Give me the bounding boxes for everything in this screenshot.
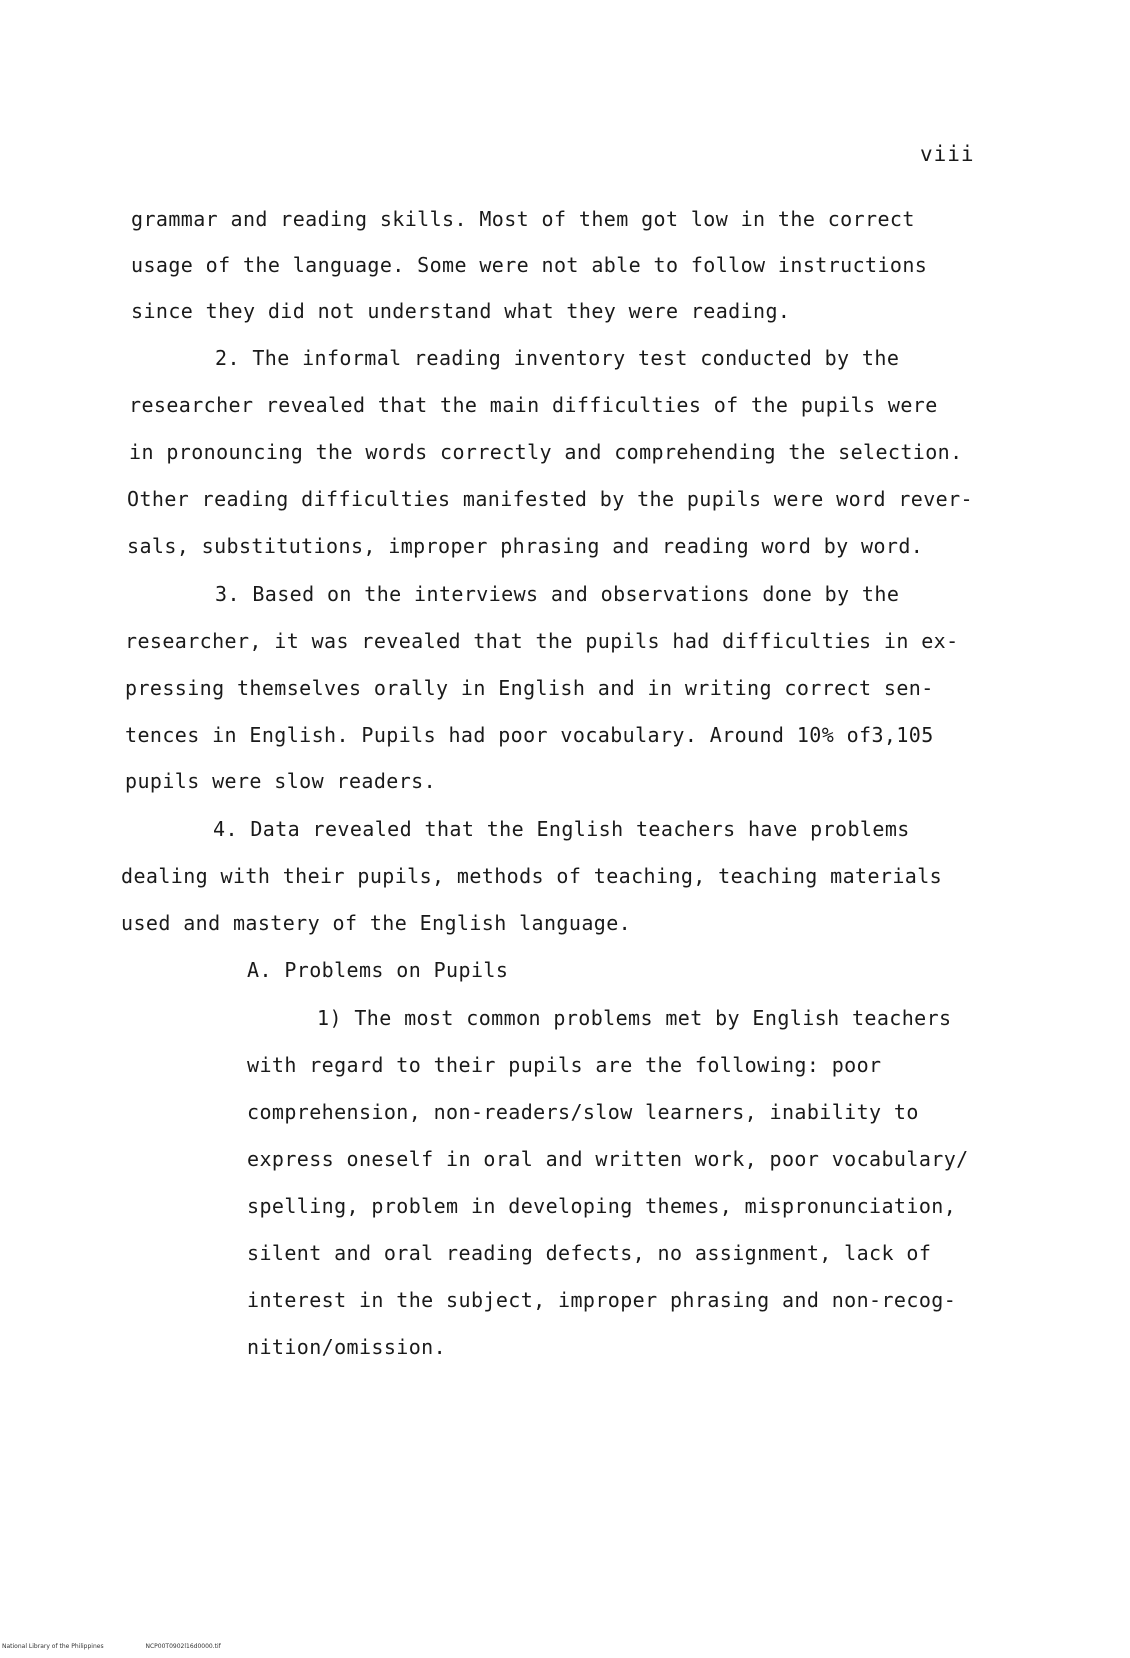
text-line: spelling, problem in developing themes, mispronunciation, [247,1194,957,1218]
text-line: researcher, it was revealed that the pupils had difficulties in ex- [125,629,959,653]
list-item-start: 1) The most common problems met by English teachers [317,1006,952,1030]
paragraph-4-start: 4. Data revealed that the English teachers have problems [213,817,910,841]
footer-library: National Library of the Philippines [2,1643,104,1650]
text-line: pupils were slow readers. [125,769,437,793]
text-line: used and mastery of the English language. [121,911,632,935]
subsection-heading: A. Problems on Pupils [247,958,509,982]
text-line: sals, substitutions, improper phrasing and reading word by word. [127,534,924,558]
text-line: dealing with their pupils, methods of teaching, teaching materials [121,864,943,888]
text-line: pressing themselves orally in English and in writing correct sen- [125,676,934,700]
text-line: tences in English. Pupils had poor vocabulary. Around 10% of3,105 [125,723,934,747]
text-line: with regard to their pupils are the following: poor [247,1053,882,1077]
text-line: interest in the subject, improper phrasing and non-recog- [247,1288,957,1312]
text-line: grammar and reading skills. Most of them got low in the correct [131,207,915,231]
text-line: Other reading difficulties manifested by the pupils were word rever- [127,487,973,511]
text-line: since they did not understand what they were reading. [131,299,791,323]
text-line: comprehension, non-readers/slow learners, inability to [247,1100,919,1124]
text-line: nition/omission. [247,1335,447,1359]
paragraph-2-start: 2. The informal reading inventory test conducted by the [215,346,900,370]
text-line: usage of the language. Some were not able to follow instructions [131,253,928,277]
text-line: express oneself in oral and written work, poor vocabulary/ [247,1147,969,1171]
text-line: researcher revealed that the main difficulties of the pupils were [129,393,938,417]
scan-footer [2,1643,261,1650]
footer-file: NCP00T0902l16d0000.tif [145,1643,221,1650]
paragraph-3-start: 3. Based on the interviews and observations done by the [215,582,900,606]
page-number: viii [920,142,975,166]
text-line: silent and oral reading defects, no assignment, lack of [247,1241,932,1265]
text-line: in pronouncing the words correctly and comprehending the selection. [129,440,963,464]
